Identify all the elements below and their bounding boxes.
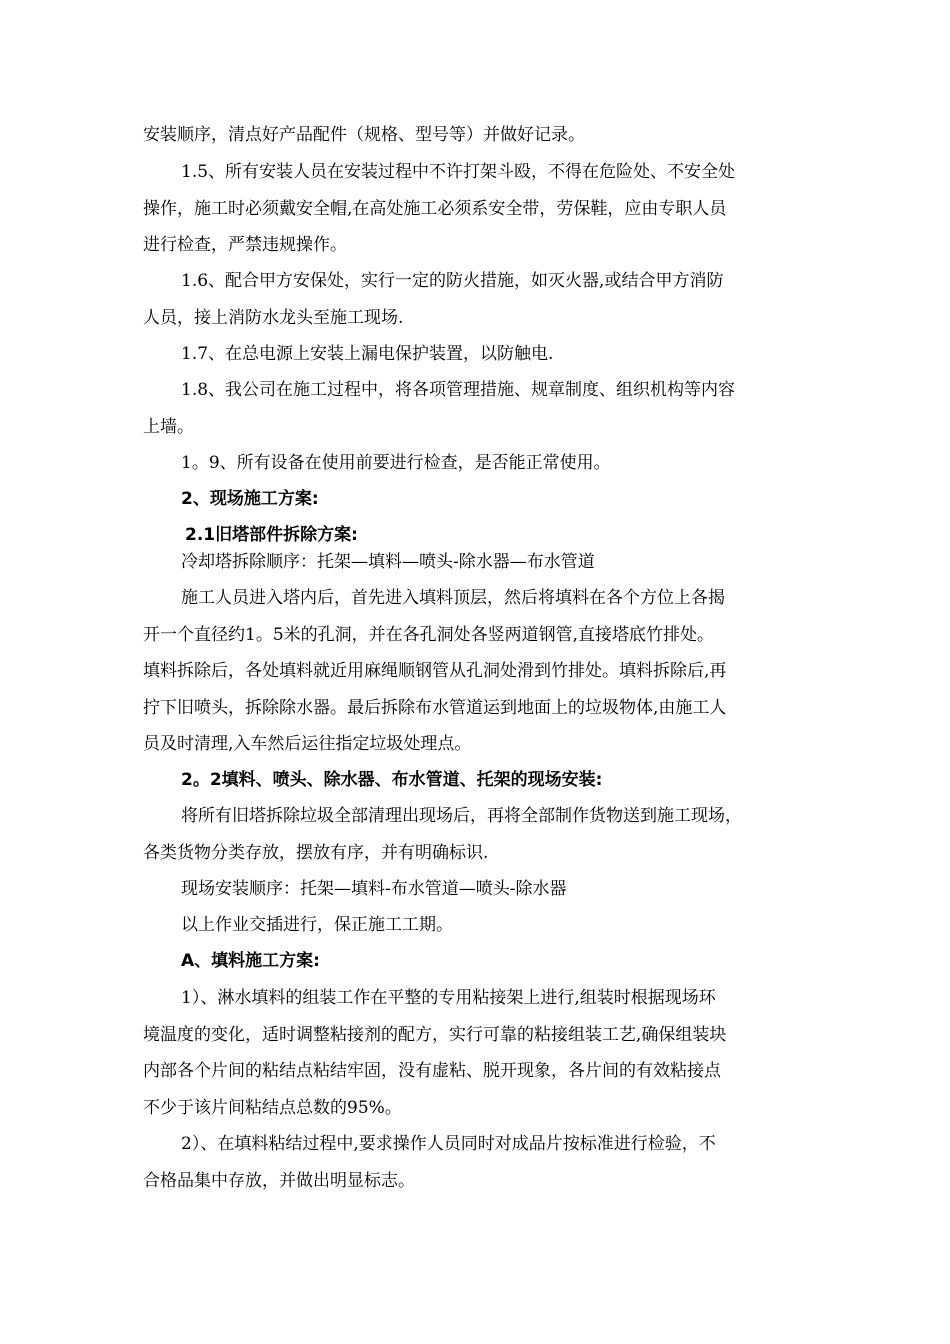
text-line: 填料拆除后，各处填料就近用麻绳顺钢管从孔洞处滑到竹排处。填料拆除后,再 [143,661,727,681]
text-line: 1.5、所有安装人员在安装过程中不许打架斗殴，不得在危险处、不安全处 [181,162,736,182]
text-line: 1.6、配合甲方安保处，实行一定的防火措施，如灭火器,或结合甲方消防 [181,271,724,291]
text-line: 各类货物分类存放，摆放有序，并有明确标识. [143,842,489,863]
heading-2-1-demolition: 2.1旧塔部件拆除方案: [185,525,358,545]
paragraph-demolition-order [143,544,818,581]
text-line: 以上作业交插进行，保正施工工期。 [181,915,453,935]
text-line: 拧下旧喷头，拆除除水器。最后拆除布水管道运到地面上的垃圾物体,由施工人 [143,697,727,718]
paragraph-fill-assembly [143,980,818,1126]
text-line: 2）、在填料粘结过程中,要求操作人员同时对成品片按标准进行检验，不 [181,1134,716,1154]
text-line: 1.7、在总电源上安装上漏电保护装置，以防触电. [181,344,554,364]
text-line: 施工人员进入塔内后，首先进入填料顶层，然后将填料在各个方位上各揭 [181,588,725,608]
paragraph-install-order [143,117,818,154]
text-line: 不少于该片间粘结点总数的95%。 [143,1097,402,1118]
heading-2-2-installation: 2。2填料、喷头、除水器、布水管道、托架的现场安装: [181,770,603,790]
text-line: 人员，接上消防水龙头至施工现场. [143,307,404,328]
text-line: 现场安装顺序：托架—填料-布水管道—喷头-除水器 [181,879,567,899]
paragraph-demolition-process [143,580,818,763]
text-line: 操作，施工时必须戴安全帽,在高处施工必须系安全带，劳保鞋，应由专职人员 [143,198,727,219]
paragraph-1-5 [143,154,818,264]
text-line: 上墙。 [143,416,194,437]
paragraph-schedule [143,907,818,944]
paragraph-1-9 [143,445,818,482]
text-line: 进行检查，严禁违规操作。 [143,235,347,255]
text-line: 1）、淋水填料的组装工作在平整的专用粘接架上进行,组装时根据现场环 [181,988,716,1008]
text-line: 将所有旧塔拆除垃圾全部清理出现场后，再将全部制作货物送到施工现场， [181,806,742,826]
heading-site-construction-plan: 2、现场施工方案: [181,489,319,509]
paragraph-1-8 [143,372,818,445]
heading-a-fill-plan: A、填料施工方案: [181,951,320,971]
paragraph-fill-inspection [143,1126,818,1199]
text-line: 安装顺序，清点好产品配件（规格、型号等）并做好记录。 [143,125,585,145]
text-line: 员及时清理,入车然后运往指定垃圾处理点。 [143,734,472,754]
text-line: 合格品集中存放，并做出明显标志。 [143,1170,415,1191]
text-line: 1。9、所有设备在使用前要进行检查，是否能正常使用。 [181,453,611,473]
text-line: 内部各个片间的粘结点粘结牢固，没有虚粘、脱开现象，各片间的有效粘接点 [143,1061,721,1081]
text-line: 境温度的变化，适时调整粘接剂的配方，实行可靠的粘接组装工艺,确保组装块 [143,1024,727,1045]
paragraph-install-order-site [143,871,818,908]
text-line: 开一个直径约1。5米的孔洞，并在各孔洞处各竖两道钢管,直接塔底竹排处。 [143,624,715,645]
text-line: 1.8、我公司在施工过程中，将各项管理措施、规章制度、组织机构等内容 [181,380,736,400]
text-line: 冷却塔拆除顺序：托架—填料—喷头-除水器—布水管道 [181,552,595,572]
paragraph-1-7 [143,336,818,373]
paragraph-cleanup [143,798,818,871]
paragraph-1-6 [143,263,818,336]
